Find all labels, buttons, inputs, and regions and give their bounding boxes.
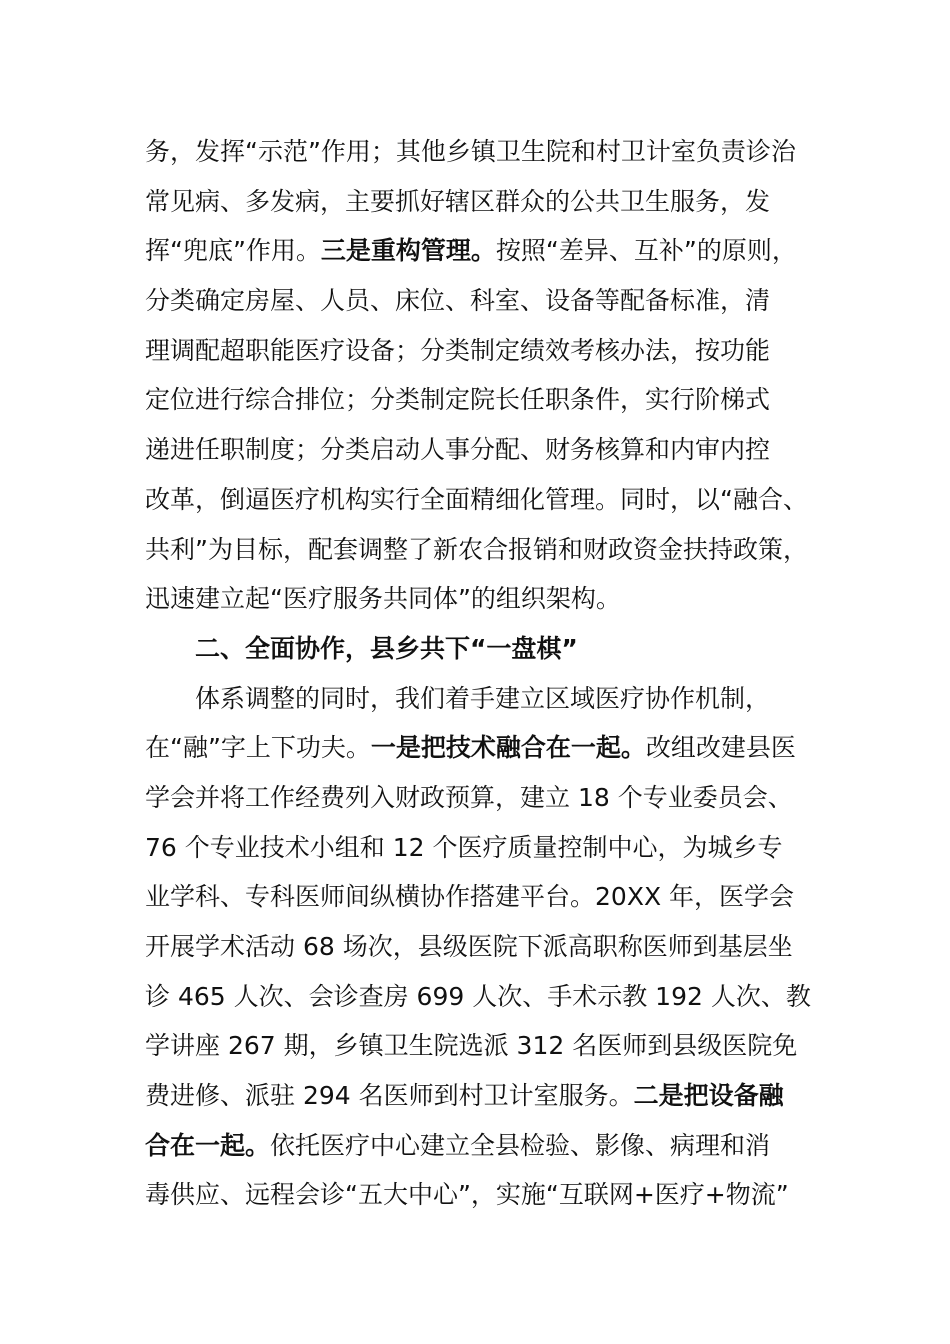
text-line-7: 递进任职制度；分类启动人事分配、财务核算和内审内控 xyxy=(145,435,771,465)
text-line-16: 业学科、专科医师间纵横协作搭建平台。20XX 年，医学会 xyxy=(145,882,795,912)
text-line-2: 常见病、多发病，主要抓好辖区群众的公共卫生服务，发 xyxy=(145,186,771,216)
text-line-9: 共利”为目标，配套调整了新农合报销和财政资金扶持政策， xyxy=(145,534,808,564)
text-line-15: 76 个专业技术小组和 12 个医疗质量控制中心，为城乡专 xyxy=(145,832,783,862)
line-text: 改组改建县医 xyxy=(645,733,796,763)
bold-lead-phrase: 三是重构管理。 xyxy=(320,236,496,266)
line-text: 挥“兜底”作用。 xyxy=(145,236,321,266)
text-line-22: 毒供应、远程会诊“五大中心”，实施“互联网+医疗+物流” xyxy=(145,1180,789,1210)
bold-lead-phrase: 合在一起。 xyxy=(145,1130,271,1160)
text-line-6: 定位进行综合排位；分类制定院长任职条件，实行阶梯式 xyxy=(145,385,771,415)
line-text: 依托医疗中心建立全县检验、影像、病理和消 xyxy=(270,1130,771,1160)
text-line-12: 体系调整的同时，我们着手建立区域医疗协作机制， xyxy=(195,683,771,713)
text-line-1: 务，发挥“示范”作用；其他乡镇卫生院和村卫计室负责诊治 xyxy=(145,137,796,166)
line-text: 按照“差异、互补”的原则， xyxy=(495,236,797,266)
text-line-18: 诊 465 人次、会诊查房 699 人次、手术示教 192 人次、教 xyxy=(145,981,811,1011)
line-text: 费进修、派驻 294 名医师到村卫计室服务。 xyxy=(145,1081,634,1111)
section-heading: 二、全面协作，县乡共下“一盘棋” xyxy=(195,633,578,663)
line-text: 在“融”字上下功夫。 xyxy=(145,733,371,763)
text-line-19: 学讲座 267 期，乡镇卫生院选派 312 名医师到县级医院免 xyxy=(145,1031,798,1061)
text-line-20 xyxy=(145,1071,845,1121)
text-line-13 xyxy=(145,723,845,773)
text-line-21 xyxy=(145,1121,845,1171)
text-line-17: 开展学术活动 68 场次，县级医院下派高职称医师到基层坐 xyxy=(145,932,793,961)
body-text xyxy=(145,127,845,1220)
text-line-14: 学会并将工作经费列入财政预算，建立 18 个专业委员会、 xyxy=(145,782,793,812)
bold-lead-phrase: 一是把技术融合在一起。 xyxy=(370,733,646,763)
text-line-3 xyxy=(145,226,845,276)
text-line-4: 分类确定房屋、人员、床位、科室、设备等配备标准，清 xyxy=(145,286,771,316)
text-line-5: 理调配超职能医疗设备；分类制定绩效考核办法，按功能 xyxy=(145,335,771,365)
bold-lead-phrase: 二是把设备融 xyxy=(633,1081,784,1111)
text-line-8: 改革，倒逼医疗机构实行全面精细化管理。同时，以“融合、 xyxy=(145,484,808,514)
text-line-10: 迅速建立起“医疗服务共同体”的组织架构。 xyxy=(145,584,621,614)
